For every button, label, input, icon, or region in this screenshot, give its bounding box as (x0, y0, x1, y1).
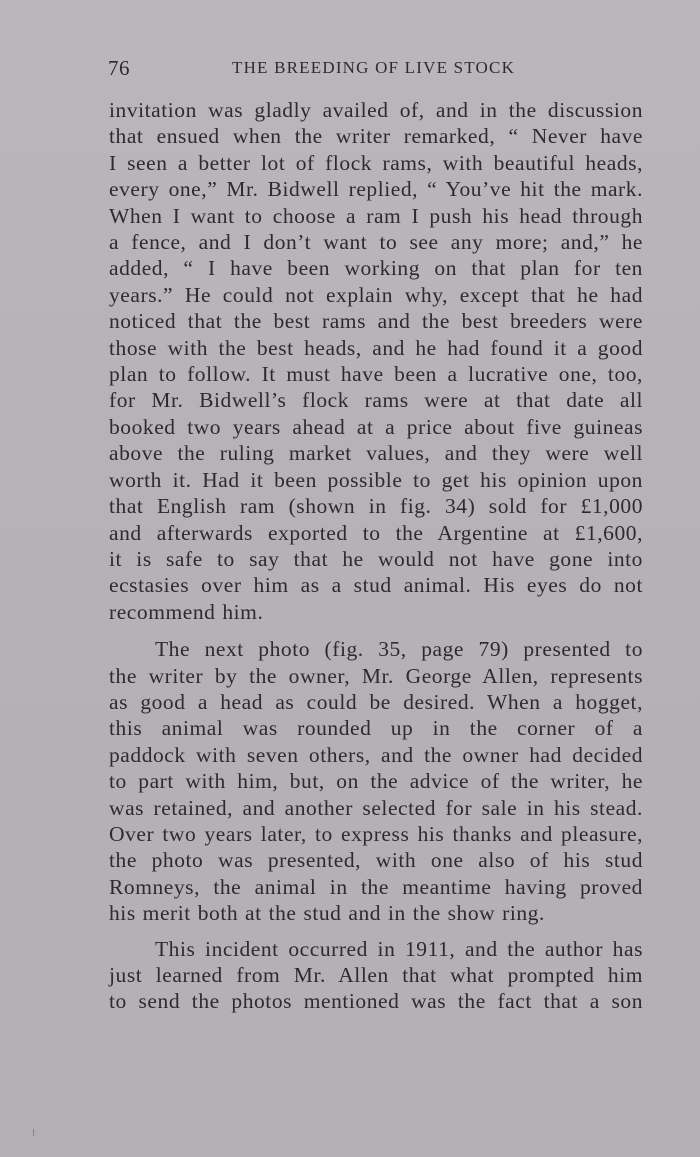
text-line: as good a head as could be desired. When a hogget, (109, 689, 643, 714)
page-number: 76 (108, 56, 130, 80)
text-line: was retained, and another selected for sale in his stead. (109, 795, 643, 820)
text-line: Over two years later, to express his thanks and pleasure, (109, 821, 643, 846)
text-line: for Mr. Bidwell’s flock rams were at that date all (109, 388, 643, 413)
text-line: recommend him. (109, 599, 264, 624)
text-line: worth it. Had it been possible to get his opinion upon (109, 467, 643, 492)
text-line: I seen a better lot of flock rams, with beautiful heads, (109, 150, 643, 175)
text-line: to send the photos mentioned was the fact that a son (109, 989, 643, 1014)
text-line: a fence, and I don’t want to see any more; and,” he (109, 230, 643, 255)
paragraph-3 (109, 936, 643, 1015)
text-line: this animal was rounded up in the corner of a (109, 716, 643, 741)
text-line: that English ram (shown in fig. 34) sold for £1,000 (109, 494, 643, 519)
text-line: every one,” Mr. Bidwell replied, “ You’ve hit the mark. (109, 177, 643, 202)
text-line: to part with him, but, on the advice of the writer, he (109, 769, 643, 794)
running-head (108, 56, 644, 80)
paragraph-2 (109, 636, 643, 926)
text-line: the writer by the owner, Mr. George Allen, represents (109, 663, 643, 688)
text-line: it is safe to say that he would not have gone into (109, 546, 643, 571)
corner-mark: ⁝ (32, 1128, 36, 1139)
text-line: Romneys, the animal in the meantime having proved (109, 874, 643, 899)
text-line: just learned from Mr. Allen that what prompted him (109, 963, 643, 987)
text-line: that ensued when the writer remarked, “ Never have (109, 124, 643, 149)
text-line: invitation was gladly availed of, and in the discussion (109, 98, 643, 122)
text-line: noticed that the best rams and the best breeders were (109, 309, 643, 334)
text-line: The next photo (fig. 35, page 79) presented to (155, 637, 643, 662)
text-line: those with the best heads, and he had found it a good (109, 335, 643, 360)
running-title: THE BREEDING OF LIVE STOCK (232, 58, 516, 77)
text-line: When I want to choose a ram I push his head through (109, 203, 643, 228)
text-line: booked two years ahead at a price about five guineas (109, 414, 643, 439)
text-line: years.” He could not explain why, except that he had (109, 282, 643, 307)
paragraph-1 (109, 97, 643, 625)
text-line: paddock with seven others, and the owner had decided (109, 742, 643, 767)
text-line: ecstasies over him as a stud animal. His eyes do not (109, 573, 643, 598)
text-line: above the ruling market values, and they were well (109, 441, 643, 466)
text-line: his merit both at the stud and in the show ring. (109, 901, 545, 926)
text-line: the photo was presented, with one also of his stud (109, 848, 643, 873)
text-line: and afterwards exported to the Argentine at £1,600, (109, 520, 643, 545)
text-line: added, “ I have been working on that plan for ten (109, 256, 643, 281)
body-text (109, 97, 643, 1015)
text-line: This incident occurred in 1911, and the author has (155, 936, 643, 961)
text-line: plan to follow. It must have been a lucrative one, too, (109, 362, 643, 387)
